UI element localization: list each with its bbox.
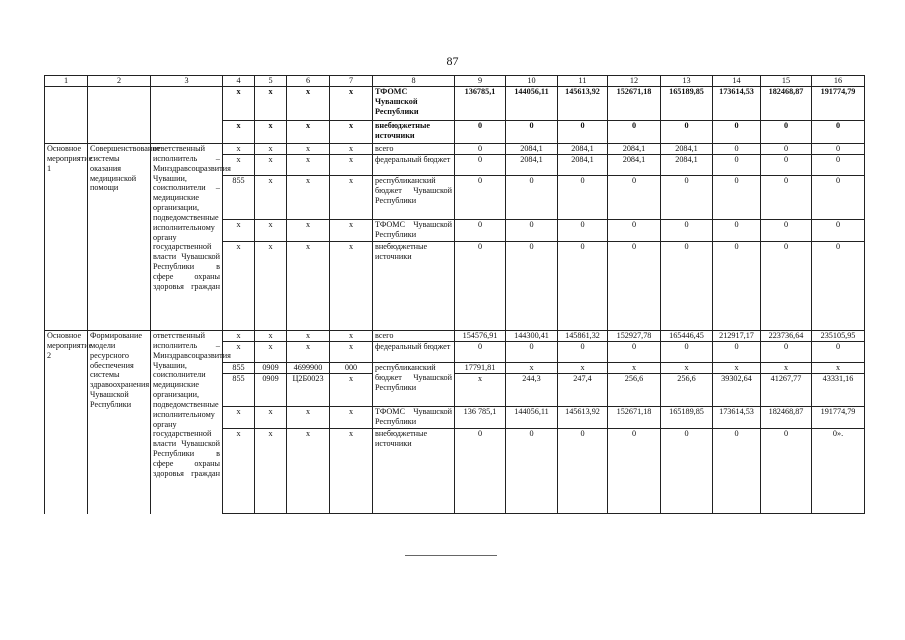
value-cell: 0 [661,220,713,242]
value-cell: 0 [713,342,761,363]
value-cell: 0 [506,176,558,220]
value-cell: 2084,1 [661,144,713,155]
code-cell: x [287,144,330,155]
value-cell: 2084,1 [661,155,713,176]
value-cell: 0 [812,176,865,220]
value-cell: 152927,78 [608,331,661,342]
table-row [45,87,865,121]
value-cell: 0 [713,144,761,155]
code-cell: 855 [223,363,255,374]
code-cell: x [255,121,287,144]
code-cell: x [330,220,373,242]
value-cell: 136785,1 [455,87,506,121]
value-cell: 2084,1 [506,144,558,155]
value-cell: 0 [661,176,713,220]
value-cell: 0 [558,121,608,144]
value-cell: 0 [812,342,865,363]
code-cell: x [330,331,373,342]
value-cell: 0 [608,176,661,220]
code-cell: x [223,155,255,176]
value-cell: 0 [455,144,506,155]
value-cell: 0 [608,220,661,242]
code-cell: x [330,242,373,331]
value-cell: 0 [455,176,506,220]
value-cell: 0 [713,220,761,242]
code-cell: x [223,220,255,242]
code-cell: 0909 [255,374,287,407]
source-cell: всего [373,331,455,342]
value-cell: 256,6 [661,374,713,407]
source-cell: внебюджетные источники [373,429,455,514]
value-cell: 235105,95 [812,331,865,342]
code-cell: 855 [223,176,255,220]
value-cell: x [506,363,558,374]
value-cell: 0 [608,342,661,363]
source-cell: внебюджетные источники [373,121,455,144]
budget-table [44,75,865,514]
value-cell: 0 [713,121,761,144]
code-cell: x [330,155,373,176]
value-cell: 0 [608,429,661,514]
value-cell: 2084,1 [506,155,558,176]
value-cell: 0 [558,220,608,242]
table-row [45,144,865,155]
value-cell: 43331,16 [812,374,865,407]
code-cell: x [287,176,330,220]
header-cell: 6 [287,76,330,87]
measure-name: Формирование модели ресурсного обеспечения системы здравоохранения Чувашской Республики [88,331,151,514]
value-cell: 0 [661,121,713,144]
value-cell: 0 [455,220,506,242]
source-cell: федеральный бюджет [373,342,455,363]
code-cell: x [330,144,373,155]
value-cell: 152671,18 [608,407,661,429]
header-cell: 13 [661,76,713,87]
value-cell: 182468,87 [761,87,812,121]
value-cell: 0 [761,242,812,331]
value-cell: 154576,91 [455,331,506,342]
value-cell: 0 [812,220,865,242]
header-cell: 8 [373,76,455,87]
value-cell: 244,3 [506,374,558,407]
code-cell: x [255,342,287,363]
code-cell: x [330,407,373,429]
value-cell: 0 [761,429,812,514]
value-cell: x [713,363,761,374]
header-cell: 1 [45,76,88,87]
value-cell: 0 [761,342,812,363]
code-cell: x [255,220,287,242]
value-cell: 173614,53 [713,407,761,429]
code-cell: x [255,331,287,342]
value-cell: 144300,41 [506,331,558,342]
value-cell: 0 [558,242,608,331]
value-cell: 0 [761,176,812,220]
source-cell: федеральный бюджет [373,155,455,176]
value-cell: 17791,81 [455,363,506,374]
value-cell: 144056,11 [506,407,558,429]
code-cell: x [330,374,373,407]
value-cell: 0 [506,342,558,363]
footer-divider [405,555,497,556]
measure-responsible: ответственный исполнитель – Минздравсоцразвития Чувашии, соисполнители медицинские организации, подведомственные исполнительному органу государственной власти Чувашской Республики в сфере охраны здоровья граждан [151,331,223,514]
value-cell: 191774,79 [812,407,865,429]
value-cell: 0 [558,342,608,363]
value-cell: 0 [455,121,506,144]
value-cell: x [558,363,608,374]
header-cell: 12 [608,76,661,87]
code-cell: x [330,342,373,363]
value-cell: x [761,363,812,374]
value-cell: 2084,1 [608,144,661,155]
value-cell: 247,4 [558,374,608,407]
value-cell: 223736,64 [761,331,812,342]
header-cell: 10 [506,76,558,87]
value-cell: 0 [661,342,713,363]
code-cell: x [287,429,330,514]
header-cell: 15 [761,76,812,87]
value-cell: 0 [506,429,558,514]
code-cell: x [255,429,287,514]
value-cell: 144056,11 [506,87,558,121]
value-cell: 0 [455,342,506,363]
table-row [45,121,865,144]
value-cell: x [608,363,661,374]
value-cell: 165446,45 [661,331,713,342]
value-cell: 0 [713,242,761,331]
value-cell: 41267,77 [761,374,812,407]
code-cell: x [330,429,373,514]
value-cell: x [812,363,865,374]
code-cell: x [287,407,330,429]
value-cell: 145861,32 [558,331,608,342]
value-cell: 2084,1 [608,155,661,176]
source-cell: ТФОМС Чувашской Республики [373,87,455,121]
code-cell: x [255,242,287,331]
source-cell: всего [373,144,455,155]
code-cell: x [287,87,330,121]
code-cell: x [255,407,287,429]
code-cell: x [330,121,373,144]
header-cell: 16 [812,76,865,87]
code-cell: x [287,242,330,331]
value-cell: 0 [608,242,661,331]
value-cell: 145613,92 [558,407,608,429]
source-cell: республиканский бюджет Чувашской Республики [373,176,455,220]
code-cell: x [287,220,330,242]
value-cell: 0 [661,429,713,514]
value-cell: 0 [761,155,812,176]
header-cell: 7 [330,76,373,87]
code-cell: 0909 [255,363,287,374]
value-cell: 0 [812,144,865,155]
value-cell: 0 [812,121,865,144]
code-cell: x [223,429,255,514]
measure-responsible: ответственный исполнитель – Минздравсоцразвития Чувашии, соисполнители – медицинские организации, подведомственные исполнительному органу государственной власти Чувашской Республики в сфере охраны здоровья граждан [151,144,223,331]
code-cell: x [287,121,330,144]
value-cell: x [455,374,506,407]
code-cell: x [255,176,287,220]
source-cell: внебюджетные источники [373,242,455,331]
value-cell: 0 [506,121,558,144]
value-cell: 0 [713,155,761,176]
source-cell: республиканский бюджет Чувашской Республики [373,363,455,407]
value-cell: 212917,17 [713,331,761,342]
value-cell: 191774,79 [812,87,865,121]
code-cell: x [223,331,255,342]
value-cell: 152671,18 [608,87,661,121]
code-cell: x [287,342,330,363]
value-cell: 0 [761,144,812,155]
code-cell: x [255,87,287,121]
code-cell: x [223,121,255,144]
code-cell: x [287,331,330,342]
value-cell: 0 [661,242,713,331]
value-cell: 0 [761,121,812,144]
code-cell: x [287,155,330,176]
code-cell: x [223,407,255,429]
code-cell: x [223,87,255,121]
value-cell: 2084,1 [558,155,608,176]
measure-status: Основное мероприятие 2 [45,331,88,514]
header-cell: 3 [151,76,223,87]
code-cell: 4699900 [287,363,330,374]
code-cell: 000 [330,363,373,374]
header-cell: 9 [455,76,506,87]
header-cell: 2 [88,76,151,87]
header-row [45,76,865,87]
value-cell: 0 [713,429,761,514]
source-cell: ТФОМС Чувашской Республики [373,220,455,242]
value-cell: 256,6 [608,374,661,407]
code-cell: x [223,144,255,155]
value-cell: 165189,85 [661,407,713,429]
header-cell: 11 [558,76,608,87]
value-cell: 182468,87 [761,407,812,429]
page-number: 87 [446,54,459,68]
value-cell: 0 [713,176,761,220]
value-cell: 0 [455,429,506,514]
code-cell: x [223,242,255,331]
table-row [45,331,865,342]
code-cell: x [255,144,287,155]
value-cell: 0». [812,429,865,514]
source-cell: ТФОМС Чувашской Республики [373,407,455,429]
header-cell: 5 [255,76,287,87]
header-cell: 4 [223,76,255,87]
value-cell: 145613,92 [558,87,608,121]
value-cell: 39302,64 [713,374,761,407]
value-cell: 0 [455,242,506,331]
value-cell: 0 [812,155,865,176]
value-cell: 136 785,1 [455,407,506,429]
measure-status: Основное мероприятие 1 [45,144,88,331]
value-cell: 0 [558,176,608,220]
value-cell: 0 [506,242,558,331]
value-cell: 0 [812,242,865,331]
code-cell: 855 [223,374,255,407]
measure-name: Совершенствование системы оказания медицинской помощи [88,144,151,331]
code-cell: x [255,155,287,176]
value-cell: 0 [506,220,558,242]
value-cell: 2084,1 [558,144,608,155]
value-cell: 0 [558,429,608,514]
value-cell: 0 [761,220,812,242]
value-cell: x [661,363,713,374]
header-cell: 14 [713,76,761,87]
code-cell: x [330,176,373,220]
value-cell: 0 [608,121,661,144]
code-cell: Ц2Б0023 [287,374,330,407]
value-cell: 165189,85 [661,87,713,121]
code-cell: x [223,342,255,363]
value-cell: 173614,53 [713,87,761,121]
code-cell: x [330,87,373,121]
value-cell: 0 [455,155,506,176]
